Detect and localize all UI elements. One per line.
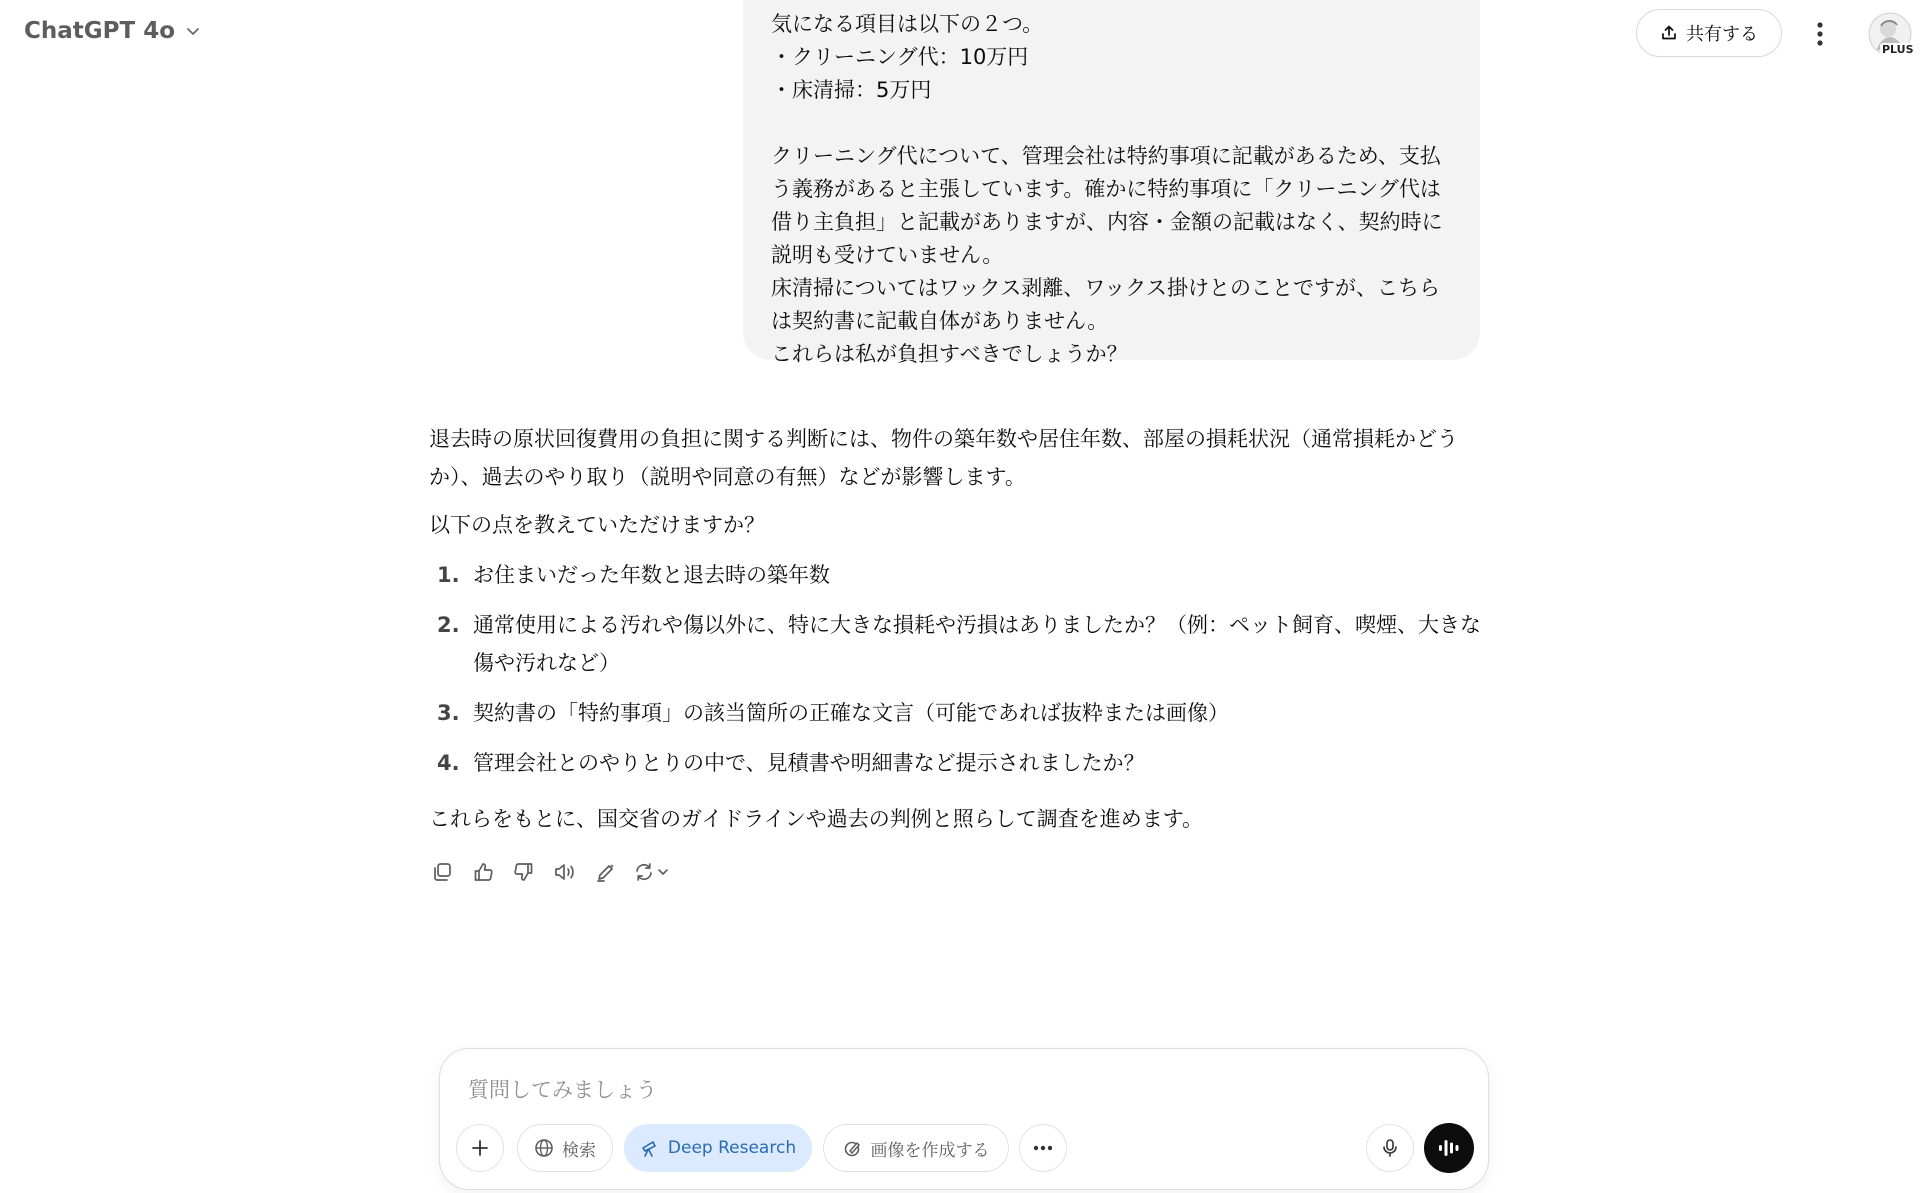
kebab-menu-icon (1817, 22, 1823, 46)
user-message-line: クリーニング代について、管理会社は特約事項に記載があるため、支払う義務があると主張しています。確かに特約事項に「クリーニング代は借り主負担」と記載がありますが、内容・金額の記載はなく、契約時に説明も受けていません。 (771, 144, 1443, 267)
share-icon (1660, 24, 1678, 42)
edit-in-canvas-button[interactable] (592, 858, 619, 885)
more-options-button[interactable] (1808, 14, 1832, 54)
list-text: 契約書の「特約事項」の該当箇所の正確な文言（可能であれば抜粋または画像） (473, 701, 1229, 725)
user-message-line: ・クリーニング代：10万円 (771, 45, 1029, 69)
image-create-icon (843, 1138, 863, 1158)
plus-icon (470, 1138, 490, 1158)
copy-icon (431, 861, 453, 883)
user-message-line: ・床清掃：5万円 (771, 78, 932, 102)
more-tools-button[interactable] (1019, 1124, 1067, 1172)
ellipsis-icon (1033, 1145, 1053, 1151)
voice-mode-button[interactable] (1424, 1123, 1474, 1173)
create-image-label: 画像を作成する (870, 1140, 990, 1161)
chevron-down-icon (185, 23, 201, 39)
list-text: お住まいだった年数と退去時の築年数 (473, 563, 830, 587)
read-aloud-button[interactable] (551, 858, 578, 885)
list-number: 2. (437, 613, 460, 637)
deep-research-button[interactable] (624, 1124, 812, 1172)
chevron-down-icon (657, 866, 669, 878)
regenerate-button[interactable] (633, 861, 669, 883)
question-list (429, 556, 1491, 782)
model-label: ChatGPT 4o (24, 18, 176, 44)
microphone-icon (1381, 1138, 1399, 1158)
message-action-bar (428, 858, 669, 885)
read-aloud-icon (553, 861, 577, 883)
user-message-line: 気になる項目は以下の２つ。 (771, 12, 1044, 36)
thumbs-up-icon (472, 861, 494, 883)
list-number: 4. (437, 751, 460, 775)
list-number: 1. (437, 563, 460, 587)
list-text: 管理会社とのやりとりの中で、見積書や明細書など提示されましたか？ (473, 751, 1145, 775)
search-button[interactable] (517, 1124, 613, 1172)
assistant-message (429, 420, 1491, 838)
copy-button[interactable] (428, 858, 455, 885)
share-button[interactable] (1636, 9, 1782, 57)
edit-canvas-icon (595, 861, 617, 883)
plan-badge: PLUS (1882, 43, 1914, 56)
voice-waveform-icon (1437, 1137, 1461, 1159)
composer (439, 1048, 1489, 1190)
user-message-line: 床清掃についてはワックス剥離、ワックス掛けとのことですが、こちらは契約書に記載自体がありません。 (771, 276, 1441, 333)
search-label: 検索 (562, 1140, 596, 1161)
prompt-input[interactable] (466, 1071, 1450, 1109)
list-text: 通常使用による汚れや傷以外に、特に大きな損耗や汚損はありましたか？（例：ペット飼育、喫煙、大きな傷や汚れなど） (473, 613, 1481, 675)
deep-research-label: Deep Research (667, 1138, 797, 1158)
regenerate-icon (633, 861, 655, 883)
user-message-line: これらは私が負担すべきでしょうか？ (771, 342, 1128, 366)
list-item (429, 694, 1491, 732)
list-number: 3. (437, 701, 460, 725)
assistant-paragraph: 退去時の原状回復費用の負担に関する判断には、物件の築年数や居住年数、部屋の損耗状況（通常損耗かどうか）、過去のやり取り（説明や同意の有無）などが影響します。 (429, 427, 1458, 489)
good-response-button[interactable] (469, 858, 496, 885)
globe-icon (534, 1138, 554, 1158)
list-item (429, 744, 1491, 782)
list-item (429, 556, 1491, 594)
thumbs-down-icon (513, 861, 535, 883)
add-attachment-button[interactable] (456, 1124, 504, 1172)
telescope-icon (640, 1138, 660, 1158)
blank-line (771, 107, 1452, 140)
list-item (429, 606, 1491, 682)
create-image-button[interactable] (823, 1124, 1009, 1172)
assistant-paragraph: 以下の点を教えていただけますか？ (429, 513, 765, 537)
dictate-button[interactable] (1366, 1124, 1414, 1172)
user-message-bubble (743, 0, 1480, 366)
bad-response-button[interactable] (510, 858, 537, 885)
share-label: 共有する (1686, 24, 1758, 45)
assistant-paragraph: これらをもとに、国交省のガイドラインや過去の判例と照らして調査を進めます。 (429, 807, 1204, 831)
model-selector[interactable] (24, 18, 201, 44)
